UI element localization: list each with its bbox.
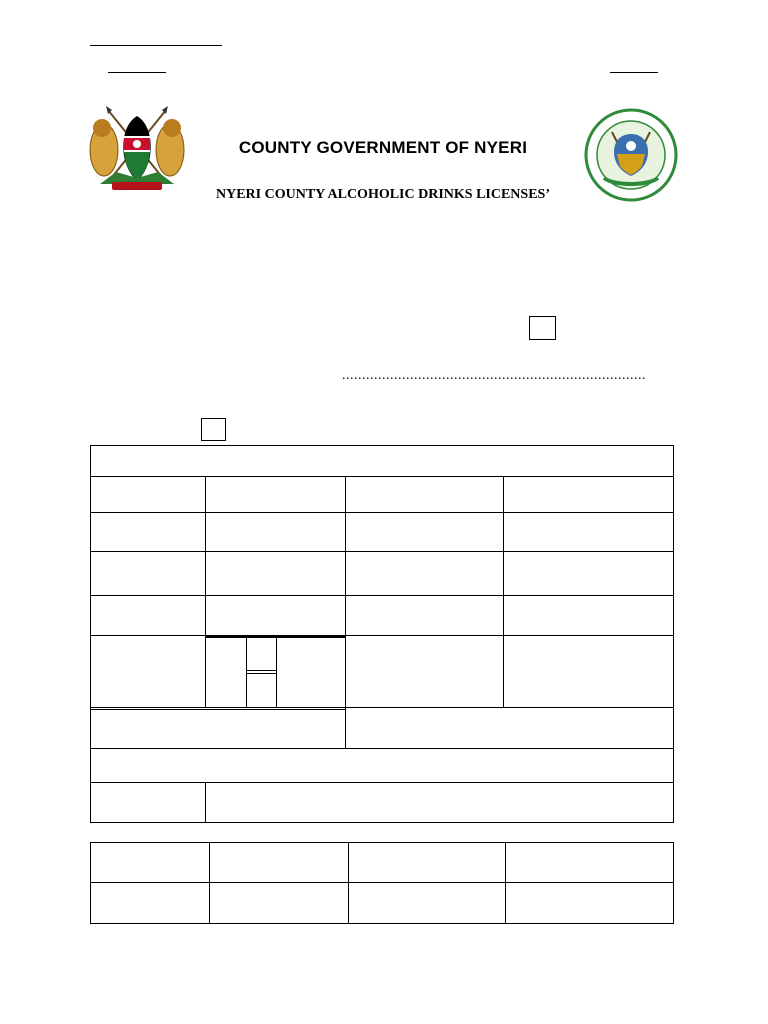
kenya-coat-of-arms-logo — [86, 102, 188, 194]
table-col-divider — [205, 476, 206, 707]
table-row-divider — [90, 635, 674, 636]
secondary-table-border — [90, 842, 674, 924]
table-col-divider — [205, 782, 206, 823]
top-rule-right — [610, 72, 658, 73]
nested-cell-divider — [246, 670, 276, 671]
main-table — [90, 445, 674, 823]
secondary-table — [90, 842, 674, 924]
table-col-divider — [345, 707, 346, 748]
nested-cell-top-rule — [205, 636, 345, 638]
table-row-divider — [90, 512, 674, 513]
table-col-divider — [209, 842, 210, 924]
page-subtitle: NYERI COUNTY ALCOHOLIC DRINKS LICENSES’ — [216, 187, 550, 202]
page-title: COUNTY GOVERNMENT OF NYERI — [238, 138, 528, 157]
nested-cell-divider — [246, 635, 247, 707]
table-col-divider — [503, 476, 504, 707]
table-row-divider — [90, 748, 674, 749]
table-row-divider — [90, 595, 674, 596]
table-row-divider — [90, 551, 674, 552]
table-col-divider — [345, 476, 346, 707]
checkbox-lower[interactable] — [201, 418, 226, 441]
dotted-fill-line[interactable]: ............................................................................ — [342, 368, 646, 383]
nested-cell-divider — [246, 673, 276, 674]
table-row-divider — [90, 707, 674, 708]
main-table-border — [90, 445, 674, 823]
table-row-divider — [90, 782, 674, 783]
nested-cell-divider — [276, 635, 277, 707]
top-rule-long — [90, 45, 222, 46]
table-row-divider — [90, 882, 674, 883]
table-col-divider — [348, 842, 349, 924]
top-rule-left — [108, 72, 166, 73]
table-row-divider — [90, 709, 345, 710]
table-col-divider — [505, 842, 506, 924]
table-row-divider — [90, 476, 674, 477]
checkbox-upper[interactable] — [529, 316, 556, 340]
nyeri-county-seal-logo — [584, 108, 678, 202]
